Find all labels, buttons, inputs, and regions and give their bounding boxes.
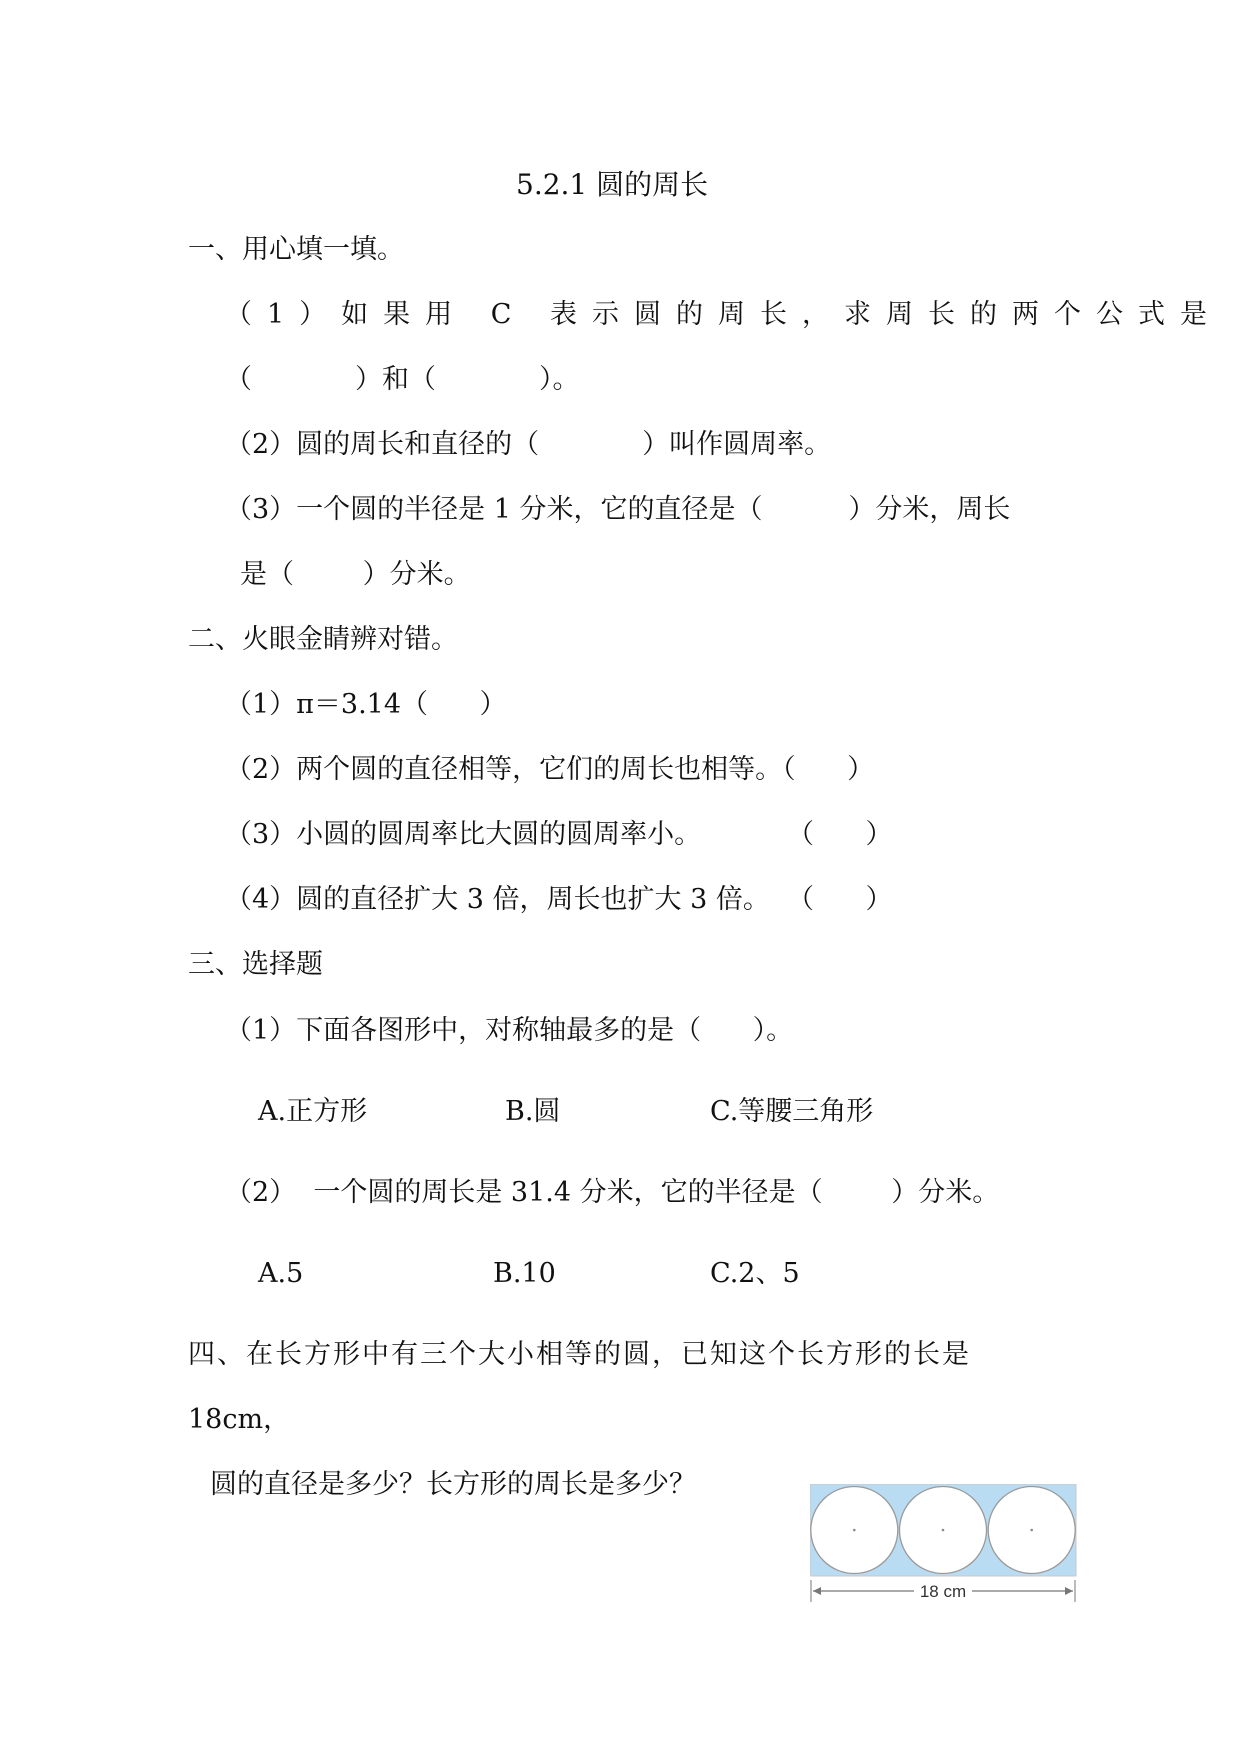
arrow-right-icon — [1065, 1587, 1073, 1595]
center-dot-middle — [942, 1529, 945, 1532]
s1-q2: （2）圆的周长和直径的（ ）叫作圆周率。 — [225, 429, 832, 460]
section-4-heading-line1: 四、在长方形中有三个大小相等的圆，已知这个长方形的长是 — [188, 1339, 971, 1370]
arrow-left-icon — [813, 1587, 821, 1595]
s3-q1-option-b: B.圆 — [505, 1096, 561, 1127]
center-dot-left — [853, 1529, 856, 1532]
section-4-heading-line2: 18cm， — [188, 1404, 291, 1435]
s2-q3: （3）小圆的圆周率比大圆的圆周率小。 （ ） — [225, 819, 893, 850]
s3-q1-option-c: C.等腰三角形 — [710, 1096, 874, 1127]
s4-question: 圆的直径是多少？长方形的周长是多少？ — [210, 1469, 696, 1500]
page-title: 5.2.1 圆的周长 — [516, 168, 709, 201]
s2-q2: （2）两个圆的直径相等，它们的周长也相等。（ ） — [225, 754, 875, 785]
s1-q3-line1: （3）一个圆的半径是 1 分米，它的直径是（ ）分米，周长 — [225, 494, 1011, 525]
three-circles-figure — [810, 1484, 1078, 1608]
s3-q2-option-b: B.10 — [493, 1258, 556, 1289]
section-3-heading: 三、选择题 — [188, 949, 323, 980]
s1-q1-line2: （ ）和（ ）。 — [225, 364, 580, 395]
s3-q1: （1）下面各图形中，对称轴最多的是（ ）。 — [225, 1015, 794, 1046]
center-dot-right — [1030, 1529, 1033, 1532]
section-1-heading: 一、用心填一填。 — [188, 234, 404, 265]
s3-q1-option-a: A.正方形 — [258, 1096, 368, 1127]
s1-q1-line1: （1）如果用 C 表示圆的周长，求周长的两个公式是 — [225, 299, 1223, 330]
section-2-heading: 二、火眼金睛辨对错。 — [188, 624, 458, 655]
s1-q3-line2: 是（ ）分米。 — [240, 559, 471, 590]
s2-q1: （1）π＝3.14（ ） — [225, 689, 507, 720]
dimension-label: 18 cm — [919, 1582, 967, 1601]
s2-q4: （4）圆的直径扩大 3 倍，周长也扩大 3 倍。 （ ） — [225, 884, 893, 915]
s3-q2: （2） 一个圆的周长是 31.4 分米，它的半径是（ ）分米。 — [225, 1177, 1000, 1208]
s3-q2-option-c: C.2、5 — [710, 1258, 800, 1289]
s3-q2-option-a: A.5 — [258, 1258, 304, 1289]
